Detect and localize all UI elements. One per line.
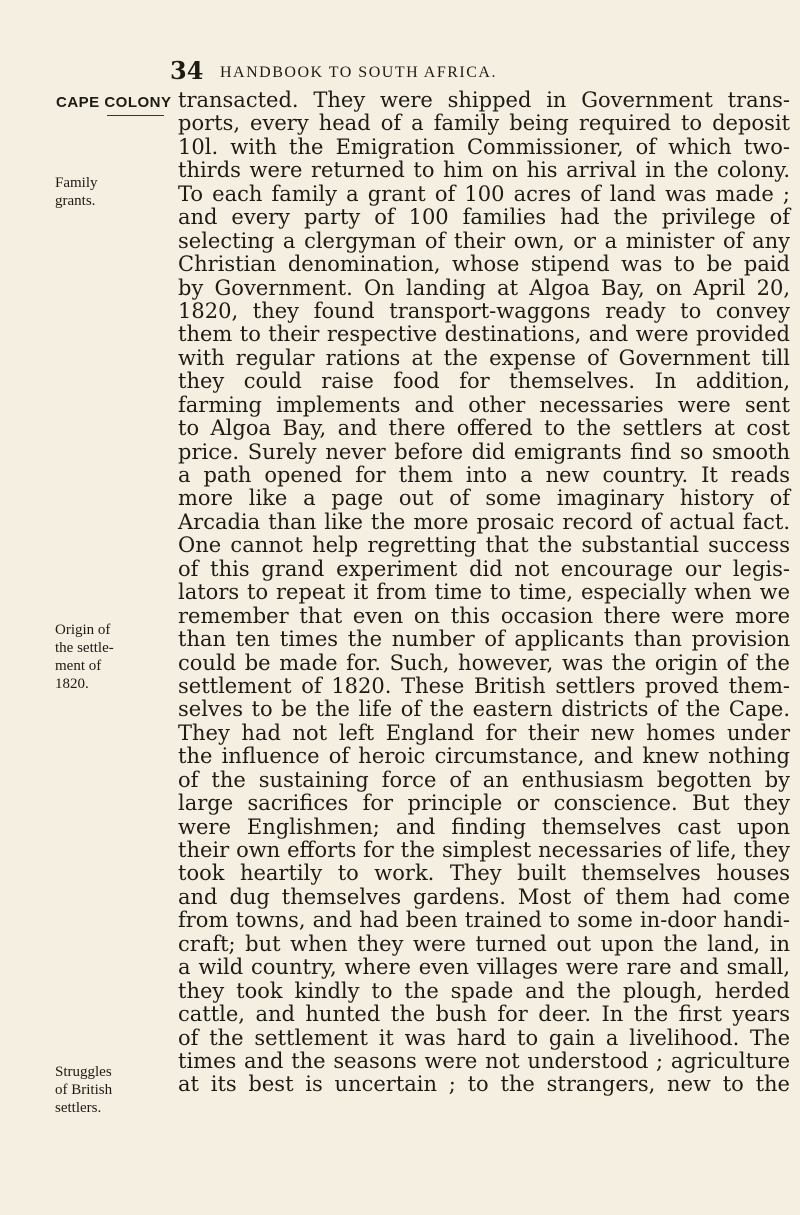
margin-note-line: Struggles	[55, 1064, 112, 1080]
body-text	[178, 89, 790, 1097]
body-line: thirds were returned to him on his arrival in the colony.	[178, 158, 790, 183]
body-line: selves to be the life of the eastern districts of the Cape.	[178, 697, 790, 722]
body-line: and dug themselves gardens. Most of them had come	[178, 884, 790, 909]
body-line: of this grand experiment did not encourage our legis-	[178, 556, 790, 581]
body-line: could be made for. Such, however, was the origin of the	[178, 650, 790, 675]
body-line: lators to repeat it from time to time, especially when we	[178, 580, 790, 605]
body-line: a wild country, where even villages were rare and small,	[178, 955, 790, 980]
body-line: cattle, and hunted the bush for deer. In the first years	[178, 1002, 790, 1027]
body-line: with regular rations at the expense of Government till	[178, 345, 790, 370]
page-number: 34	[170, 56, 204, 85]
body-line: settlement of 1820. These British settlers proved them-	[178, 673, 790, 698]
body-line: selecting a clergyman of their own, or a minister of any	[178, 228, 790, 253]
margin-note-line: 1820.	[55, 676, 89, 692]
side-head-cape-colony: CAPE COLONY	[56, 94, 172, 111]
body-line: by Government. On landing at Algoa Bay, on April 20,	[178, 275, 790, 300]
body-line: at its best is uncertain ; to the strangers, new to the	[178, 1072, 790, 1097]
body-line: 10l. with the Emigration Commissioner, of which two-	[178, 134, 790, 159]
margin-note-line: grants.	[55, 193, 96, 209]
body-line: they took kindly to the spade and the plough, herded	[178, 978, 790, 1003]
body-line: more like a page out of some imaginary history of	[178, 486, 790, 511]
body-line: To each family a grant of 100 acres of land was made ;	[178, 181, 790, 206]
body-line: than ten times the number of applicants than provision	[178, 627, 790, 652]
body-line: a path opened for them into a new country. It reads	[178, 463, 790, 487]
body-line: them to their respective destinations, and were provided	[178, 322, 790, 347]
body-line: farming implements and other necessaries were sent	[178, 392, 790, 417]
body-line: they could raise food for themselves. In addition,	[178, 369, 790, 394]
body-line: transacted. They were shipped in Government trans-	[178, 88, 790, 112]
margin-note-family-grants	[55, 174, 98, 210]
body-line: ports, every head of a family being required to deposit	[178, 111, 790, 136]
body-line: from towns, and had been trained to some in-door handi-	[178, 908, 790, 933]
body-line: and every party of 100 families had the privilege of	[178, 205, 790, 230]
body-line: Arcadia than like the more prosaic record of actual fact.	[178, 509, 790, 534]
body-line: price. Surely never before did emigrants find so smooth	[178, 439, 790, 464]
body-line: their own efforts for the simplest necessaries of life, they	[178, 838, 790, 862]
margin-note-line: Origin of	[55, 622, 111, 638]
body-line: times and the seasons were not understood ; agriculture	[178, 1048, 790, 1073]
margin-note-line: of British	[55, 1082, 113, 1098]
body-line: took heartily to work. They built themselves houses	[178, 861, 790, 886]
body-line: remember that even on this occasion there were more	[178, 603, 790, 628]
margin-note-origin-of-settlement	[55, 621, 114, 693]
margin-note-struggles-of-settlers	[55, 1063, 112, 1117]
running-title: HANDBOOK TO SOUTH AFRICA.	[220, 64, 497, 81]
body-line: They had not left England for their new homes under	[178, 720, 790, 745]
body-line: the influence of heroic circumstance, and knew nothing	[178, 744, 790, 769]
body-line: Christian denomination, whose stipend was to be paid	[178, 252, 790, 277]
body-line: large sacrifices for principle or conscience. But they	[178, 791, 790, 816]
page-header	[0, 56, 800, 86]
body-line: of the sustaining force of an enthusiasm begotten by	[178, 767, 790, 792]
side-head-underline	[107, 115, 164, 116]
margin-note-line: Family	[55, 175, 98, 191]
margin-note-line: the settle-	[55, 640, 114, 656]
body-line: 1820, they found transport-waggons ready to convey	[178, 298, 790, 323]
body-line: craft; but when they were turned out upon the land, in	[178, 931, 790, 956]
margin-note-line: ment of	[55, 658, 102, 674]
body-line: One cannot help regretting that the substantial success	[178, 533, 790, 558]
margin-note-line: settlers.	[55, 1100, 102, 1116]
body-line: of the settlement it was hard to gain a livelihood. The	[178, 1025, 790, 1050]
body-line: to Algoa Bay, and there offered to the settlers at cost	[178, 416, 790, 441]
body-line: were Englishmen; and finding themselves cast upon	[178, 814, 790, 839]
